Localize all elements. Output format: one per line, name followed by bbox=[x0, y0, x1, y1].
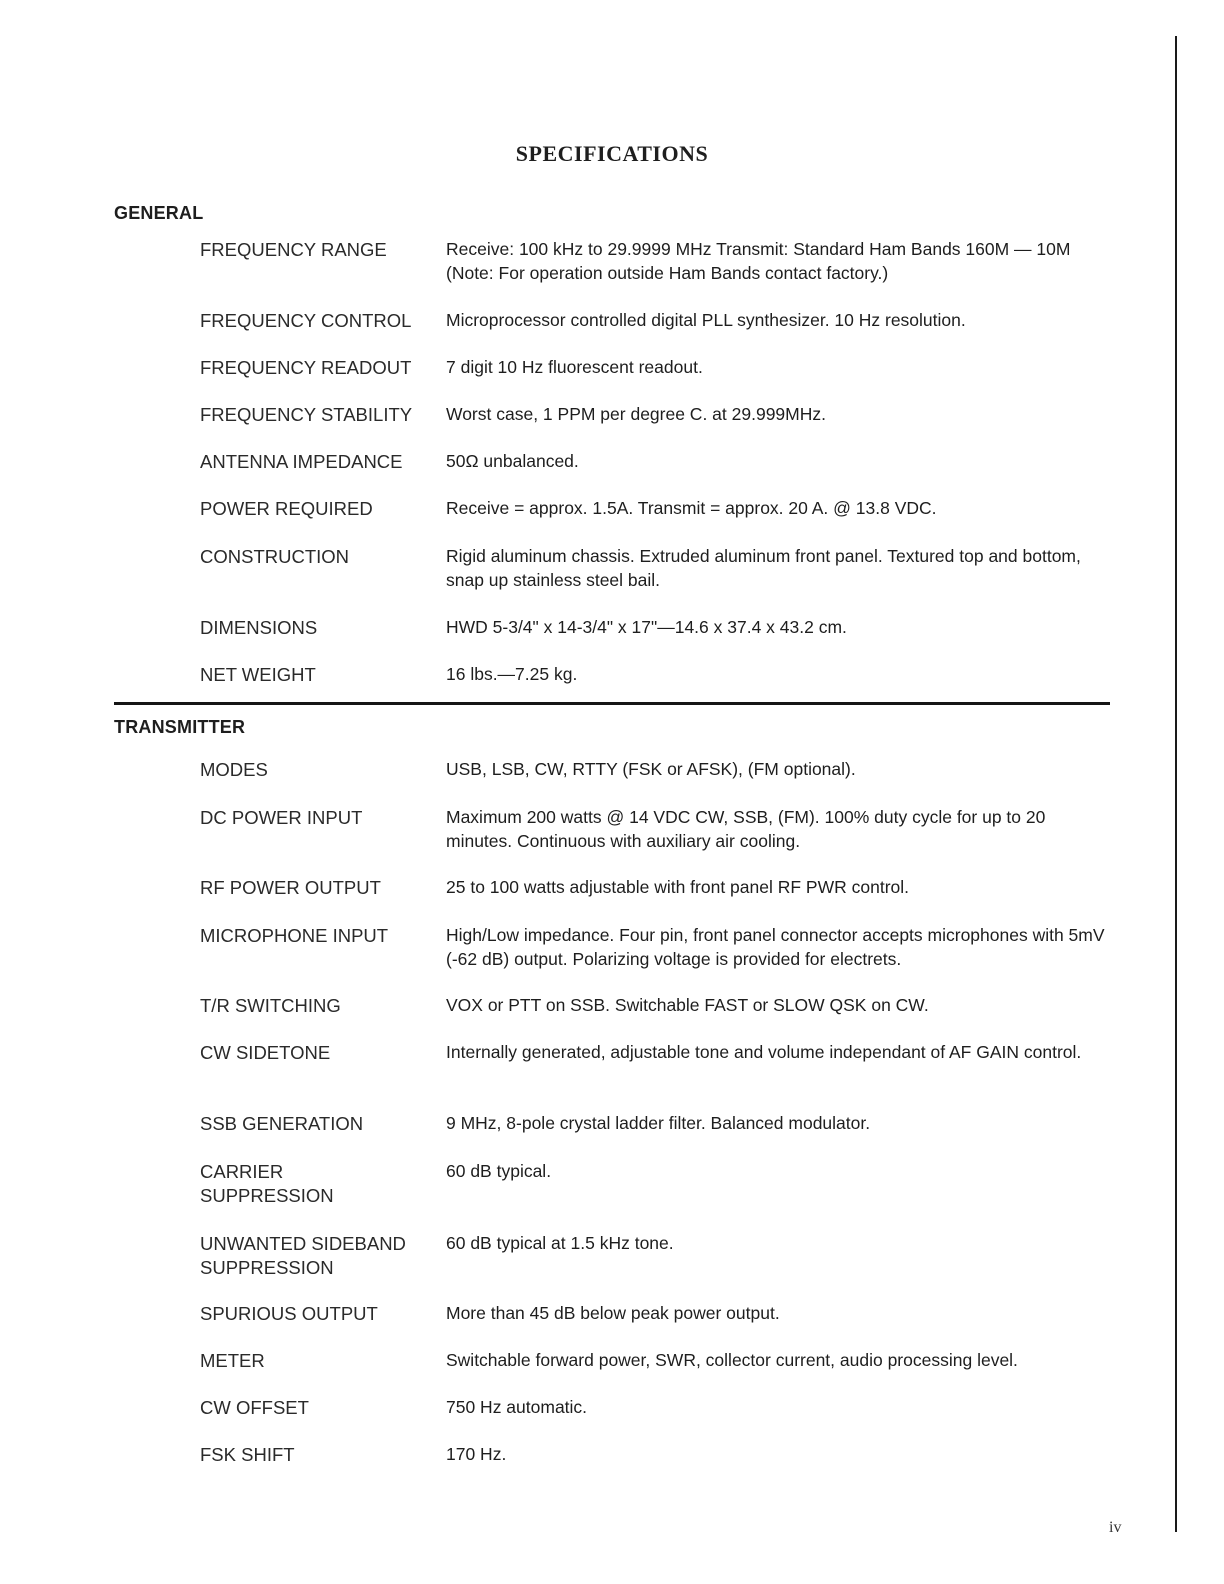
spec-value: Internally generated, adjustable tone and volume independant of AF GAIN control. bbox=[446, 1042, 1082, 1062]
spec-label: SSB GENERATION bbox=[200, 1113, 364, 1134]
spec-label: CARRIER SUPPRESSION bbox=[200, 1161, 334, 1206]
spec-label: UNWANTED SIDEBAND SUPPRESSION bbox=[200, 1233, 406, 1278]
section-heading-general: GENERAL bbox=[114, 203, 204, 223]
spec-value: 7 digit 10 Hz fluorescent readout. bbox=[446, 357, 703, 377]
spec-value: 25 to 100 watts adjustable with front panel RF PWR control. bbox=[446, 877, 910, 897]
spec-label: CW SIDETONE bbox=[200, 1042, 331, 1063]
spec-value: HWD 5-3/4" x 14-3/4" x 17"—14.6 x 37.4 x 43.2 cm. bbox=[446, 617, 847, 637]
spec-value: 170 Hz. bbox=[446, 1444, 507, 1464]
spec-value: More than 45 dB below peak power output. bbox=[446, 1303, 780, 1323]
spec-label: MODES bbox=[200, 759, 268, 780]
spec-label: FREQUENCY CONTROL bbox=[200, 310, 412, 331]
page-title: SPECIFICATIONS bbox=[515, 141, 709, 166]
spec-label: NET WEIGHT bbox=[200, 664, 316, 685]
spec-label: POWER REQUIRED bbox=[200, 498, 373, 519]
spec-value: 60 dB typical at 1.5 kHz tone. bbox=[446, 1233, 674, 1253]
spec-label: DC POWER INPUT bbox=[200, 807, 363, 828]
spec-value: Microprocessor controlled digital PLL synthesizer. 10 Hz resolution. bbox=[446, 310, 966, 330]
spec-value: Rigid aluminum chassis. Extruded aluminum front panel. Textured top and bottom, snap up stainless steel bail. bbox=[446, 546, 1081, 590]
spec-value: 16 lbs.—7.25 kg. bbox=[446, 664, 578, 684]
spec-label: CONSTRUCTION bbox=[200, 546, 350, 567]
spec-label: FREQUENCY READOUT bbox=[200, 357, 412, 378]
spec-label: T/R SWITCHING bbox=[200, 995, 341, 1016]
spec-value: Worst case, 1 PPM per degree C. at 29.999MHz. bbox=[446, 404, 826, 424]
spec-label: FREQUENCY STABILITY bbox=[200, 404, 413, 425]
spec-value: Maximum 200 watts @ 14 VDC CW, SSB, (FM). 100% duty cycle for up to 20 minutes. Continuous with auxiliary air cooling. bbox=[446, 807, 1046, 851]
spec-value: Switchable forward power, SWR, collector current, audio processing level. bbox=[446, 1350, 1018, 1370]
binding-edge-line bbox=[1175, 36, 1177, 1532]
section-heading-transmitter: TRANSMITTER bbox=[114, 717, 246, 737]
spec-value: 9 MHz, 8-pole crystal ladder filter. Balanced modulator. bbox=[446, 1113, 871, 1133]
spec-value: High/Low impedance. Four pin, front panel connector accepts microphones with 5mV (-62 dB) output. Polarizing voltage is provided for electrets. bbox=[446, 925, 1105, 969]
spec-value: USB, LSB, CW, RTTY (FSK or AFSK), (FM optional). bbox=[446, 759, 856, 779]
spec-label: MICROPHONE INPUT bbox=[200, 925, 389, 946]
spec-value: Receive = approx. 1.5A. Transmit = approx. 20 A. @ 13.8 VDC. bbox=[446, 498, 937, 518]
spec-label: DIMENSIONS bbox=[200, 617, 318, 638]
section-divider bbox=[114, 702, 1110, 705]
spec-label: CW OFFSET bbox=[200, 1397, 309, 1418]
spec-label: METER bbox=[200, 1350, 265, 1371]
spec-value: VOX or PTT on SSB. Switchable FAST or SLOW QSK on CW. bbox=[446, 995, 929, 1015]
spec-value: 50Ω unbalanced. bbox=[446, 451, 579, 471]
spec-label: SPURIOUS OUTPUT bbox=[200, 1303, 378, 1324]
spec-value: 750 Hz automatic. bbox=[446, 1397, 588, 1417]
spec-label: ANTENNA IMPEDANCE bbox=[200, 451, 403, 472]
spec-value: 60 dB typical. bbox=[446, 1161, 552, 1181]
spec-value: Receive: 100 kHz to 29.9999 MHz Transmit: Standard Ham Bands 160M — 10M (Note: For operation outside Ham Bands contact factory.) bbox=[446, 239, 1071, 283]
page-number: iv bbox=[1109, 1519, 1122, 1536]
spec-label: FSK SHIFT bbox=[200, 1444, 295, 1465]
spec-label: FREQUENCY RANGE bbox=[200, 239, 387, 260]
spec-label: RF POWER OUTPUT bbox=[200, 877, 381, 898]
